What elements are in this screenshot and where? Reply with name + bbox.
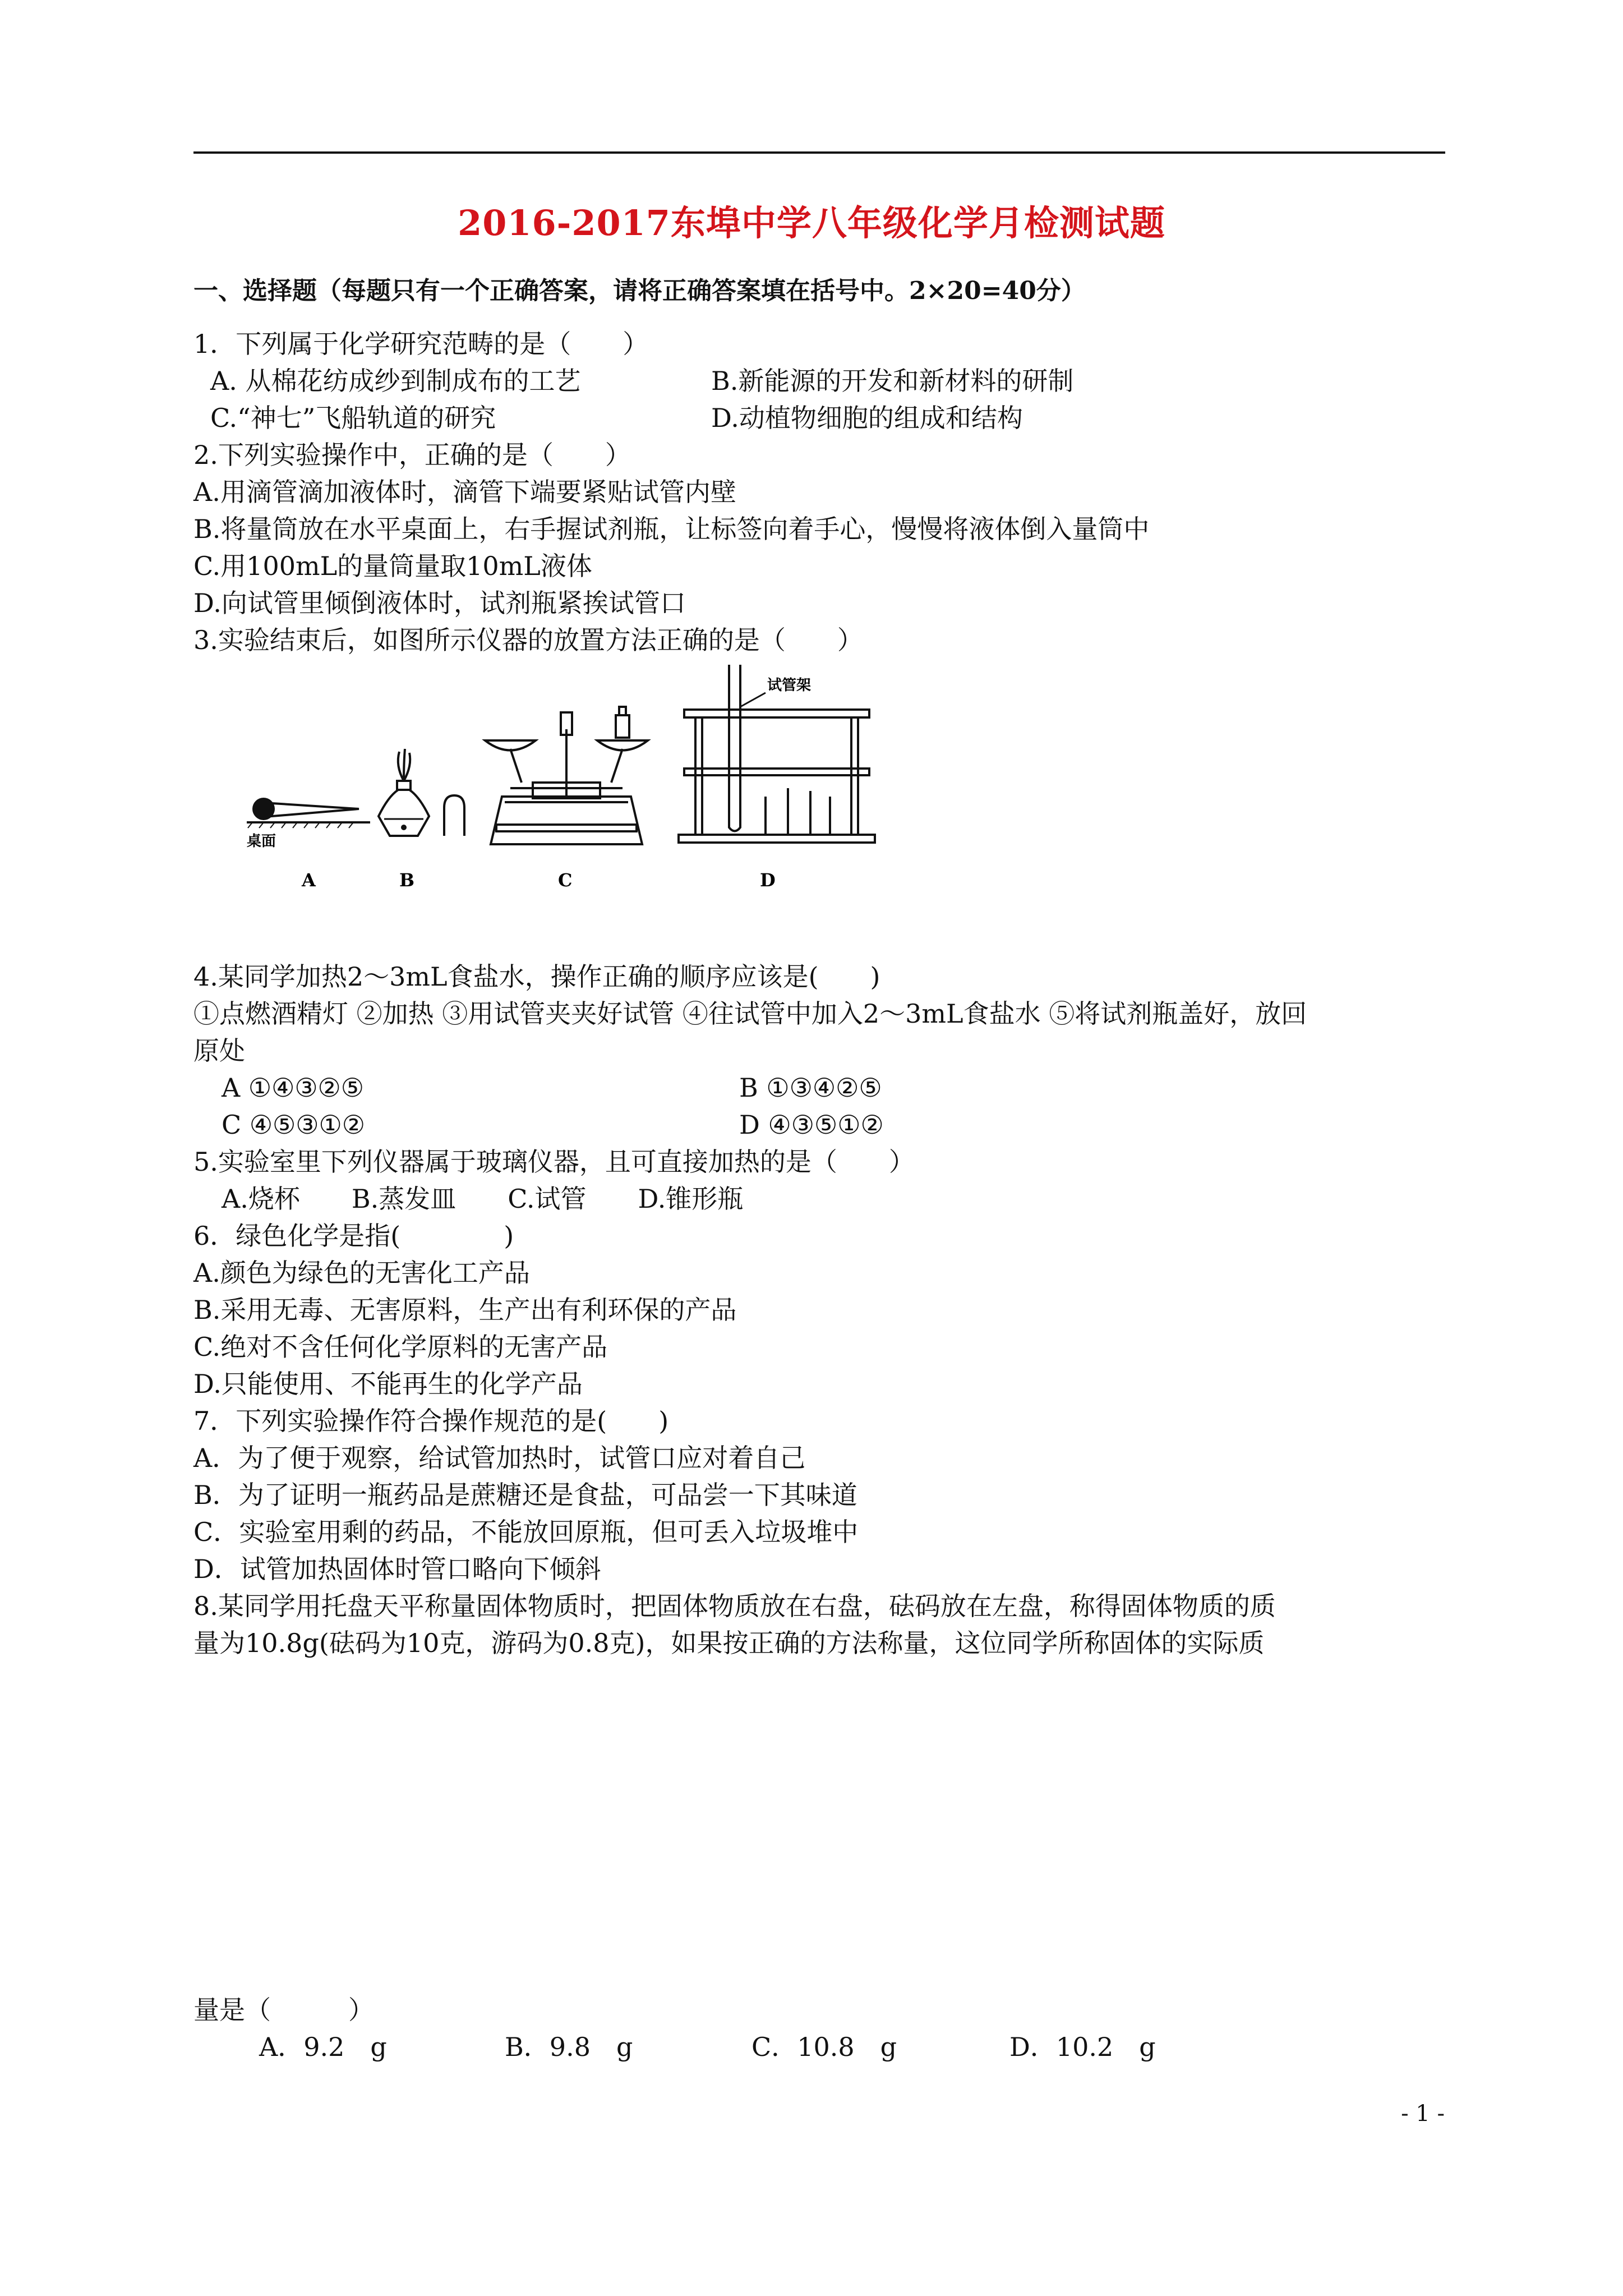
q1-option-c: C.“神七”飞船轨道的研究 — [210, 403, 496, 433]
q4-option-b: B ①③④②⑤ — [739, 1073, 882, 1103]
q1-option-d: D.动植物细胞的组成和结构 — [711, 403, 1023, 433]
q1-option-a: A. 从棉花纺成纱到制成布的工艺 — [210, 366, 581, 396]
q6-option-d: D.只能使用、不能再生的化学产品 — [193, 1369, 583, 1399]
section-heading: 一、选择题（每题只有一个正确答案，请将正确答案填在括号中。2×20=40分） — [193, 277, 1086, 305]
q8-option-b: B．9.8 g — [505, 2032, 633, 2062]
desk-label: 桌面 — [247, 833, 276, 850]
q6-option-b: B.采用无毒、无害原料，生产出有利环保的产品 — [193, 1295, 737, 1325]
q6-option-a: A.颜色为绿色的无害化工产品 — [193, 1258, 530, 1288]
q7-option-d: D．试管加热固体时管口略向下倾斜 — [193, 1554, 601, 1584]
q2-option-c: C.用100mL的量筒量取10mL液体 — [193, 551, 592, 581]
q8-line1: 8.某同学用托盘天平称量固体物质时，把固体物质放在右盘，砝码放在左盘，称得固体物质的质 — [193, 1591, 1276, 1621]
figure-label-b: B — [399, 869, 415, 891]
q1-option-b: B.新能源的开发和新材料的研制 — [711, 366, 1074, 396]
dropper-on-desk-drawing — [247, 798, 370, 828]
q6-stem: 6．绿色化学是指( ) — [193, 1221, 514, 1251]
q4-stem: 4.某同学加热2～3mL食盐水，操作正确的顺序应该是( ) — [193, 961, 880, 992]
figure-label-a: A — [302, 869, 316, 891]
q2-option-b: B.将量筒放在水平桌面上，右手握试剂瓶，让标签向着手心，慢慢将液体倒入量筒中 — [193, 514, 1150, 544]
q8-line3: 量是（ ） — [193, 1995, 374, 2025]
rack-label: 试管架 — [767, 677, 811, 694]
q4-option-a: A ①④③②⑤ — [222, 1073, 365, 1103]
q7-stem: 7．下列实验操作符合操作规范的是( ) — [193, 1406, 669, 1436]
q2-option-d: D.向试管里倾倒液体时，试剂瓶紧挨试管口 — [193, 588, 686, 618]
q2-option-a: A.用滴管滴加液体时，滴管下端要紧贴试管内壁 — [193, 477, 736, 507]
q4-option-c: C ④⑤③①② — [222, 1110, 366, 1140]
q3-apparatus-figure — [241, 656, 925, 903]
q2-stem: 2.下列实验操作中，正确的是（ ） — [193, 440, 631, 470]
figure-label-d: D — [760, 869, 776, 891]
q4-steps-line1: ①点燃酒精灯 ②加热 ③用试管夹夹好试管 ④往试管中加入2～3mL食盐水 ⑤将试剂瓶盖好，放回 — [193, 999, 1307, 1029]
tray-balance-drawing — [485, 707, 648, 844]
figure-label-c: C — [558, 869, 573, 891]
q7-option-a: A．为了便于观察，给试管加热时，试管口应对着自己 — [193, 1443, 806, 1473]
lamp-cap-drawing — [444, 795, 464, 836]
q8-option-d: D．10.2 g — [1009, 2032, 1156, 2062]
q7-option-c: C．实验室用剩的药品，不能放回原瓶，但可丢入垃圾堆中 — [193, 1517, 859, 1547]
q6-option-c: C.绝对不含任何化学原料的无害产品 — [193, 1332, 608, 1362]
q7-option-b: B．为了证明一瓶药品是蔗糖还是食盐，可品尝一下其味道 — [193, 1480, 857, 1510]
exam-title: 2016-2017东埠中学八年级化学月检测试题 — [458, 203, 1165, 243]
q5-options: A.烧杯 B.蒸发皿 C.试管 D.锥形瓶 — [222, 1184, 744, 1214]
q8-line2: 量为10.8g(砝码为10克，游码为0.8克)，如果按正确的方法称量，这位同学所称固体的实际质 — [193, 1628, 1265, 1658]
q1-stem: 1．下列属于化学研究范畴的是（ ） — [193, 329, 649, 359]
alcohol-lamp-drawing — [379, 749, 429, 836]
q4-steps-line2: 原处 — [193, 1036, 245, 1066]
header-rule — [193, 151, 1445, 154]
q8-option-c: C．10.8 g — [751, 2032, 897, 2062]
page-number: - 1 - — [1401, 2101, 1445, 2127]
q3-stem: 3.实验结束后，如图所示仪器的放置方法正确的是（ ） — [193, 625, 863, 655]
q5-stem: 5.实验室里下列仪器属于玻璃仪器，且可直接加热的是（ ） — [193, 1147, 915, 1177]
q4-option-d: D ④③⑤①② — [739, 1110, 884, 1140]
q8-option-a: A．9.2 g — [259, 2032, 387, 2062]
